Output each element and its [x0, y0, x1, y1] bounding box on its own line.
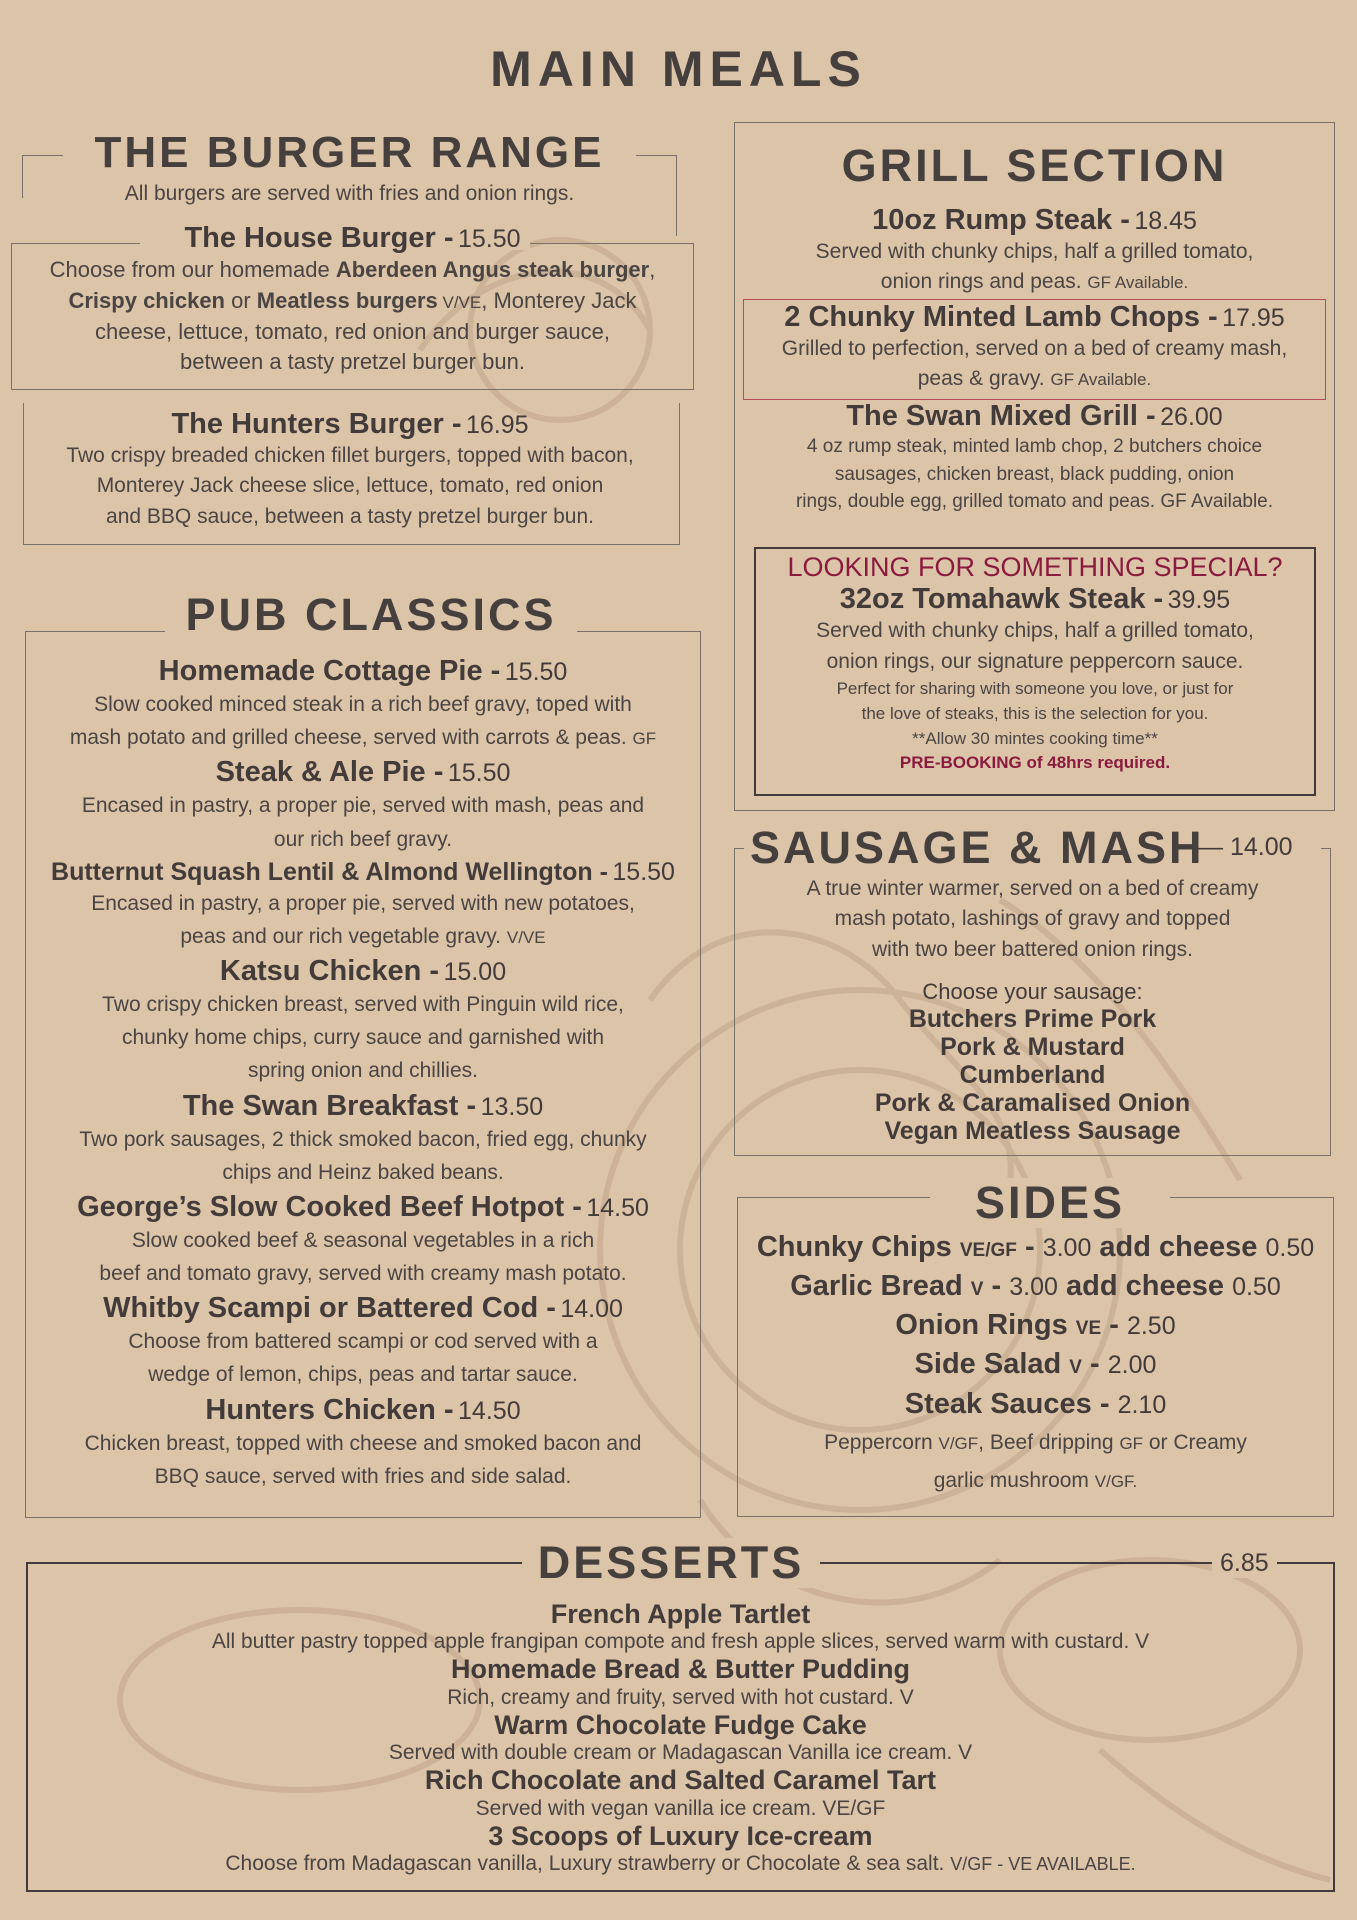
- item-price: 15.50: [612, 857, 675, 886]
- page-title: MAIN MEALS: [490, 41, 867, 97]
- desc-line: sausages, chicken breast, black pudding, onion: [834, 463, 1235, 485]
- diet-tag: GF: [1119, 1433, 1144, 1453]
- desc-line: chunky home chips, curry sauce and garnished with: [121, 1026, 605, 1050]
- house-burger: [0, 222, 705, 378]
- sausage-option: Pork & Caramalised Onion: [874, 1089, 1191, 1118]
- menu-item: [25, 1394, 701, 1493]
- item-name: The Hunters Burger -: [171, 408, 462, 440]
- menu-item: [25, 655, 701, 754]
- desc-text: , Monterey Jack: [481, 287, 637, 313]
- desc-line: Slow cooked beef & seasonal vegetables in a rich: [131, 1228, 595, 1252]
- diet-tag: V/GF - VE AVAILABLE.: [950, 1854, 1136, 1875]
- sausage-options: [734, 1005, 1331, 1145]
- dessert-item: [26, 1820, 1335, 1875]
- extra-price: 0.50: [1265, 1234, 1315, 1262]
- side-item: [737, 1385, 1334, 1424]
- dessert-item: [26, 1709, 1335, 1764]
- item-name: Whitby Scampi or Battered Cod -: [103, 1292, 556, 1325]
- menu-item: [25, 955, 701, 1088]
- grill-section-title: GRILL SECTION: [841, 140, 1228, 191]
- desc-line: Encased in pastry, a proper pie, served with mash, peas and: [81, 794, 645, 818]
- side-item: [737, 1306, 1334, 1345]
- item-price: 15.50: [457, 225, 521, 253]
- dash: -: [1090, 1348, 1100, 1381]
- diet-tag: VE/GF: [959, 1240, 1017, 1261]
- desc-line: chips and Heinz baked beans.: [222, 1160, 504, 1184]
- desc-line: 4 oz rump steak, minted lamb chop, 2 butchers choice: [806, 436, 1263, 457]
- grill-item-rump: [734, 204, 1335, 298]
- item-price: 14.50: [586, 1193, 649, 1222]
- diet-tag: V/VE: [506, 927, 546, 947]
- desc-text: between a tasty pretzel burger bun.: [180, 349, 525, 375]
- diet-tag: V: [958, 1741, 973, 1765]
- side-item: [737, 1228, 1334, 1267]
- desc-line: Two crispy chicken breast, served with Pinguin wild rice,: [102, 993, 624, 1017]
- menu-item: [25, 1191, 701, 1290]
- cooking-time-note: **Allow 30 mintes cooking time**: [912, 728, 1158, 748]
- desserts-title: DESSERTS: [522, 1538, 820, 1588]
- item-price: 17.95: [1222, 304, 1285, 332]
- item-price: 39.95: [1167, 586, 1231, 615]
- diet-tag: GF Available.: [1160, 491, 1274, 513]
- desc-line: Two crispy breaded chicken fillet burgers, topped with bacon,: [66, 444, 634, 467]
- menu-item: [25, 858, 701, 953]
- sausage-option: Pork & Mustard: [940, 1033, 1125, 1062]
- diet-tag: V: [1069, 1357, 1082, 1379]
- side-item: [737, 1267, 1334, 1306]
- desc-text: or: [225, 287, 257, 313]
- item-name: Hunters Chicken -: [205, 1393, 454, 1426]
- item-price: 15.00: [443, 958, 507, 987]
- desc-line: A true winter warmer, served on a bed of creamy: [806, 877, 1259, 900]
- item-name: 2 Chunky Minted Lamb Chops -: [784, 301, 1218, 333]
- diet-tag: V: [899, 1685, 914, 1709]
- side-item: [737, 1345, 1334, 1384]
- dessert-item: [26, 1653, 1335, 1708]
- diet-tag: V: [970, 1279, 984, 1301]
- desserts-price: 6.85: [1212, 1549, 1277, 1578]
- item-name: Butternut Squash Lentil & Almond Wellington -: [51, 857, 608, 886]
- desc-text: Peppercorn: [824, 1430, 939, 1454]
- desc-bold: Meatless burgers: [256, 287, 438, 313]
- item-price: 13.50: [480, 1092, 544, 1121]
- desc-line: rings, double egg, grilled tomato and peas.: [795, 491, 1156, 513]
- sausage-option: Cumberland: [959, 1061, 1106, 1090]
- pub-classics-title: PUB CLASSICS: [165, 590, 577, 640]
- diet-tag: V/VE: [437, 292, 482, 312]
- desc-line: Two pork sausages, 2 thick smoked bacon, fried egg, chunky: [79, 1127, 647, 1151]
- item-price: 14.00: [560, 1295, 623, 1324]
- desc-line: Served with chunky chips, half a grilled tomato,: [815, 240, 1254, 263]
- burger-range-subtitle: All burgers are served with fries and onion rings.: [124, 182, 575, 205]
- choose-sausage-label: Choose your sausage:: [922, 979, 1143, 1005]
- desc-line: Chicken breast, topped with cheese and smoked bacon and: [84, 1431, 642, 1455]
- item-price: 15.50: [504, 658, 568, 686]
- diet-tag: GF Available.: [1087, 273, 1189, 293]
- sausage-option: Vegan Meatless Sausage: [884, 1117, 1181, 1146]
- diet-tag: VE/GF: [822, 1796, 886, 1820]
- menu-item: [25, 1090, 701, 1189]
- item-price: 14.50: [458, 1396, 521, 1425]
- desc-line: our rich beef gravy.: [273, 827, 453, 851]
- dash: -: [1099, 1387, 1110, 1420]
- diet-tag: V/GF.: [1094, 1471, 1138, 1491]
- desc-line: the love of steaks, this is the selection for you.: [861, 703, 1209, 723]
- menu-item: [25, 756, 701, 855]
- sausage-corner-left: [734, 848, 744, 849]
- desc-line: Encased in pastry, a proper pie, served with new potatoes,: [91, 891, 635, 915]
- desc-line: beef and tomato gravy, served with creamy mash potato.: [99, 1262, 627, 1286]
- item-price: 2.50: [1126, 1312, 1176, 1341]
- item-price: 2.10: [1117, 1390, 1167, 1419]
- desc-line: mash potato and grilled cheese, served with carrots & peas.: [69, 726, 627, 750]
- special-heading: LOOKING FOR SOMETHING SPECIAL?: [787, 552, 1283, 582]
- item-name: Chunky Chips: [756, 1231, 952, 1263]
- dash: -: [1109, 1309, 1119, 1342]
- item-price: 3.00: [1009, 1273, 1058, 1302]
- sides-title: SIDES: [930, 1178, 1170, 1228]
- item-price: 3.00: [1042, 1234, 1092, 1262]
- steak-sauces-desc: [737, 1424, 1334, 1500]
- item-name: 3 Scoops of Luxury Ice-cream: [488, 1820, 873, 1851]
- burger-range-title: THE BURGER RANGE: [94, 128, 605, 177]
- desc-line: Monterey Jack cheese slice, lettuce, tomato, red onion: [96, 474, 604, 498]
- extra-price: 0.50: [1232, 1273, 1281, 1302]
- item-name: Onion Rings: [895, 1309, 1068, 1342]
- diet-tag: VE: [1075, 1318, 1102, 1340]
- item-name: Side Salad: [914, 1348, 1062, 1381]
- desc-line: Perfect for sharing with someone you love, or just for: [836, 679, 1234, 699]
- desc-text: , Beef dripping: [978, 1430, 1120, 1454]
- desc-line: peas & gravy.: [917, 367, 1045, 391]
- desc-line: mash potato, lashings of gravy and topped: [834, 907, 1231, 931]
- item-name: Homemade Bread & Butter Pudding: [450, 1654, 911, 1685]
- desserts-list: [26, 1598, 1335, 1875]
- desc-line: Grilled to perfection, served on a bed of creamy mash,: [781, 337, 1288, 360]
- sausage-mash-title: SAUSAGE & MASH: [750, 822, 1205, 873]
- desc-bold: Crispy chicken: [68, 287, 225, 313]
- item-name: 32oz Tomahawk Steak -: [839, 583, 1164, 616]
- sausage-mash-content: [734, 874, 1331, 1145]
- desc-text: Served with vegan vanilla ice cream.: [475, 1796, 817, 1820]
- dessert-item: [26, 1598, 1335, 1653]
- prebooking-note: PRE-BOOKING of 48hrs required.: [899, 753, 1171, 773]
- sausage-option: Butchers Prime Pork: [908, 1005, 1157, 1034]
- desc-line: with two beer battered onion rings.: [871, 937, 1194, 961]
- desc-text: cheese, lettuce, tomato, red onion and burger sauce,: [95, 318, 610, 344]
- item-name: The Swan Mixed Grill -: [846, 400, 1156, 432]
- item-name: Garlic Bread: [790, 1270, 963, 1303]
- desc-line: Slow cooked minced steak in a rich beef gravy, toped with: [94, 693, 632, 716]
- diet-tag: GF: [632, 729, 657, 749]
- grill-item-lamb: [734, 301, 1335, 395]
- item-name: Steak Sauces: [904, 1387, 1092, 1420]
- item-price: 2.00: [1107, 1351, 1157, 1380]
- desc-bold: Aberdeen Angus steak burger: [335, 257, 650, 282]
- diet-tag: V/GF: [938, 1433, 979, 1453]
- desc-line: Choose from battered scampi or cod served with a: [128, 1330, 598, 1354]
- desc-text: Rich, creamy and fruity, served with hot custard.: [447, 1685, 894, 1709]
- dash: -: [991, 1270, 1002, 1303]
- desc-line: Served with chunky chips, half a grilled tomato,: [816, 619, 1254, 643]
- item-price: 15.50: [447, 759, 511, 788]
- desc-text: Served with double cream or Madagascan Vanilla ice cream.: [388, 1741, 953, 1765]
- special-tomahawk: [754, 551, 1316, 776]
- item-name: French Apple Tartlet: [550, 1599, 811, 1629]
- item-name: George’s Slow Cooked Beef Hotpot -: [77, 1190, 582, 1223]
- sausage-mash-price: — 14.00: [1198, 833, 1293, 861]
- desc-text: Choose from Madagascan vanilla, Luxury strawberry or Chocolate & sea salt.: [225, 1852, 945, 1876]
- desc-line: BBQ sauce, served with fries and side salad.: [154, 1464, 572, 1488]
- item-price: 18.45: [1134, 207, 1197, 235]
- diet-tag: GF Available.: [1050, 370, 1152, 390]
- item-name: Warm Chocolate Fudge Cake: [494, 1709, 867, 1740]
- dash: -: [1024, 1231, 1035, 1263]
- item-name: The Swan Breakfast -: [182, 1089, 477, 1122]
- item-price: 26.00: [1160, 403, 1223, 431]
- item-name: Katsu Chicken -: [219, 955, 440, 988]
- dessert-item: [26, 1764, 1335, 1819]
- extra-label: add cheese: [1099, 1231, 1258, 1263]
- pub-classics-list: [25, 655, 701, 1493]
- item-name: The House Burger -: [184, 222, 454, 254]
- item-name: 10oz Rump Steak -: [872, 204, 1130, 236]
- sausage-corner-right: [1321, 848, 1331, 849]
- desc-line: peas and our rich vegetable gravy.: [180, 924, 502, 948]
- desc-text: ,: [649, 257, 656, 282]
- item-price: 16.95: [465, 411, 529, 439]
- desc-text: or Creamy: [1143, 1430, 1247, 1454]
- item-name: Rich Chocolate and Salted Caramel Tart: [424, 1765, 937, 1796]
- sides-list: [737, 1228, 1334, 1499]
- desc-line: wedge of lemon, chips, peas and tartar sauce.: [148, 1363, 578, 1387]
- desc-line: spring onion and chillies.: [248, 1059, 478, 1083]
- desc-line: onion rings and peas.: [880, 270, 1082, 294]
- diet-tag: V: [1135, 1630, 1150, 1654]
- desc-text: Choose from our homemade: [49, 257, 336, 282]
- item-name: Steak & Ale Pie -: [215, 756, 444, 789]
- desc-line: and BBQ sauce, between a tasty pretzel burger bun.: [106, 504, 594, 528]
- grill-item-mixed: [734, 400, 1335, 516]
- desc-line: onion rings, our signature peppercorn sauce.: [826, 649, 1244, 673]
- desc-text: garlic mushroom: [933, 1468, 1095, 1492]
- item-name: Homemade Cottage Pie -: [158, 655, 501, 687]
- menu-item: [25, 1292, 701, 1391]
- desc-text: All butter pastry topped apple frangipan compote and fresh apple slices, served warm with custard.: [211, 1630, 1130, 1654]
- hunters-burger: [10, 408, 690, 532]
- extra-label: add cheese: [1066, 1270, 1224, 1303]
